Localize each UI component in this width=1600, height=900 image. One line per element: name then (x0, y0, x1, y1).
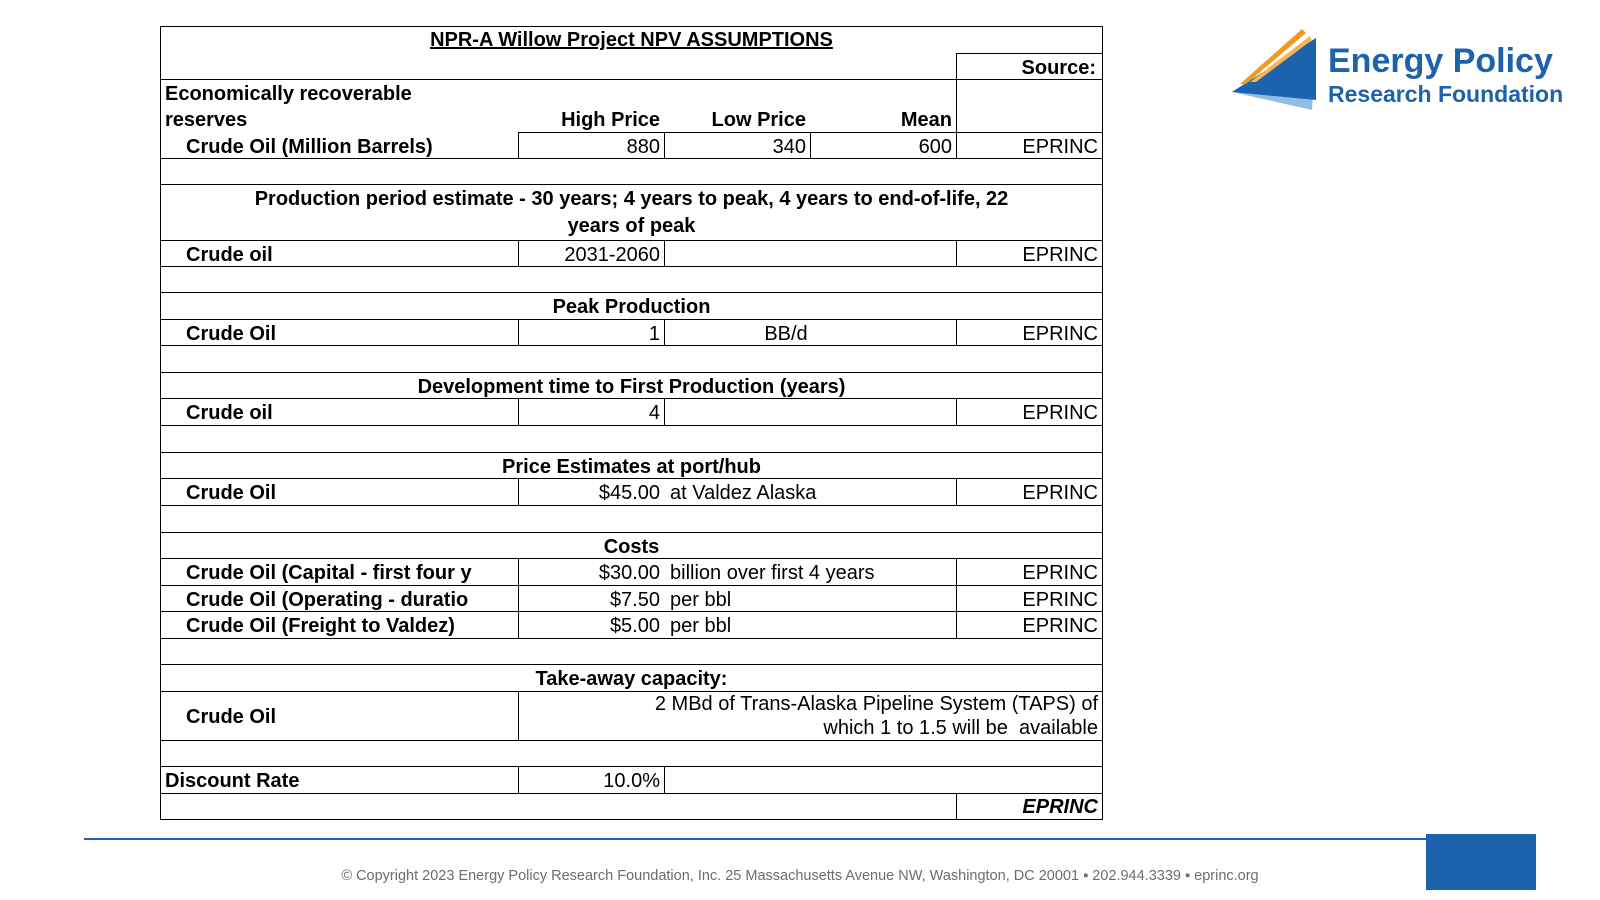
rule (956, 478, 957, 505)
rule (518, 478, 519, 505)
cost-row-freight-source: EPRINC (1022, 615, 1098, 637)
table-border-bottom (160, 819, 1103, 820)
rule (160, 664, 1103, 665)
assumptions-table (160, 26, 1103, 820)
source-header: Source: (1021, 57, 1096, 79)
production-period-row-label: Crude oil (186, 244, 273, 266)
reserves-row-label: Crude Oil (Million Barrels) (186, 136, 433, 158)
production-period-header-line1: Production period estimate - 30 years; 4 years to peak, 4 years to end-of-life, 22 (254, 188, 1009, 210)
cost-row-capital-value: $30.00 (598, 562, 660, 584)
rule (664, 132, 665, 158)
table-border-left (160, 26, 161, 820)
col-mean: Mean (900, 109, 952, 131)
peak-production-value: 1 (648, 323, 660, 345)
cost-row-freight-value: $5.00 (609, 615, 660, 637)
rule (956, 398, 957, 425)
table-title: NPR-A Willow Project NPV ASSUMPTIONS (430, 29, 833, 51)
rule (956, 319, 957, 345)
rule (160, 319, 1103, 320)
rule (160, 740, 1103, 741)
development-time-row-label: Crude oil (186, 402, 273, 424)
cost-row-freight-label: Crude Oil (Freight to Valdez) (186, 615, 455, 637)
rule (160, 184, 1103, 185)
cost-row-capital-source: EPRINC (1022, 562, 1098, 584)
peak-production-row-label: Crude Oil (186, 323, 277, 345)
production-period-source: EPRINC (1022, 244, 1098, 266)
peak-production-source: EPRINC (1022, 323, 1098, 345)
reserves-high-value: 880 (626, 136, 660, 158)
reserves-low-value: 340 (772, 136, 806, 158)
reserves-source: EPRINC (1022, 136, 1098, 158)
rule (160, 532, 1103, 533)
footer-rule (84, 838, 1426, 840)
cost-row-capital-note: billion over first 4 years (670, 562, 875, 584)
rule (664, 319, 665, 345)
cost-row-capital-label: Crude Oil (Capital - first four y (186, 562, 472, 584)
rule (518, 398, 519, 425)
rule (160, 292, 1103, 293)
price-estimates-note: at Valdez Alaska (670, 482, 817, 504)
rule (956, 558, 957, 638)
takeaway-value-line2: which 1 to 1.5 will be available (823, 717, 1098, 739)
reserves-label-line1: Economically recoverable (165, 83, 412, 105)
rule (956, 53, 957, 133)
rule (810, 132, 811, 158)
cost-row-operating-note: per bbl (670, 589, 732, 611)
rule (518, 766, 519, 793)
rule (518, 240, 519, 266)
rule (956, 132, 957, 158)
rule (160, 372, 1103, 373)
price-estimates-value: $45.00 (598, 482, 660, 504)
development-time-header: Development time to First Production (years) (417, 376, 846, 398)
costs-header: Costs (603, 536, 660, 558)
price-estimates-source: EPRINC (1022, 482, 1098, 504)
rule (160, 585, 1103, 586)
rule (160, 793, 1103, 794)
rule (160, 452, 1103, 453)
price-estimates-row-label: Crude Oil (186, 482, 277, 504)
rule (160, 240, 1103, 241)
col-high-price: High Price (561, 109, 660, 131)
rule (956, 793, 957, 820)
takeaway-row-label: Crude Oil (186, 706, 277, 728)
rule (518, 319, 519, 345)
table-border-top (160, 26, 1103, 27)
rule (160, 638, 1103, 639)
takeaway-value-line1: 2 MBd of Trans-Alaska Pipeline System (TAPS) of (654, 693, 1098, 715)
rule (160, 766, 1103, 767)
price-estimates-header: Price Estimates at port/hub (502, 456, 761, 478)
rule (160, 425, 1103, 426)
rule (664, 240, 665, 266)
reserves-mean-value: 600 (918, 136, 952, 158)
development-time-value: 4 (648, 402, 660, 424)
rule (518, 691, 519, 740)
logo-text-line2: Research Foundation (1328, 81, 1564, 107)
cost-row-freight-note: per bbl (670, 615, 732, 637)
footer-copyright: © Copyright 2023 Energy Policy Research Foundation, Inc. 25 Massachusetts Avenue NW, Washington, DC 20001 ▪ 202.944.3339 ▪ eprinc.org (341, 868, 1259, 884)
reserves-label-line2: reserves (165, 109, 248, 131)
rule (664, 398, 665, 425)
takeaway-header: Take-away capacity: (535, 668, 728, 690)
table-footer-source: EPRINC (1022, 796, 1098, 818)
production-period-header-line2: years of peak (567, 215, 696, 237)
peak-production-header: Peak Production (552, 296, 711, 318)
cost-row-operating-label: Crude Oil (Operating - duratio (186, 589, 469, 611)
rule (518, 558, 519, 638)
cost-row-operating-value: $7.50 (609, 589, 660, 611)
epfr-logo (1232, 24, 1592, 120)
discount-rate-label: Discount Rate (165, 770, 300, 792)
peak-production-unit: BB/d (764, 323, 808, 345)
logo-text-line1: Energy Policy (1328, 42, 1553, 80)
development-time-source: EPRINC (1022, 402, 1098, 424)
rule (664, 766, 665, 793)
discount-rate-value: 10.0% (603, 770, 660, 792)
table-border-right (1102, 26, 1103, 820)
epfr-logo-mark-icon (1232, 24, 1322, 114)
col-low-price: Low Price (711, 109, 806, 131)
production-period-value: 2031-2060 (564, 244, 660, 266)
rule (956, 53, 1103, 54)
rule (956, 240, 957, 266)
rule (518, 132, 519, 158)
rule (160, 505, 1103, 506)
cost-row-operating-source: EPRINC (1022, 589, 1098, 611)
